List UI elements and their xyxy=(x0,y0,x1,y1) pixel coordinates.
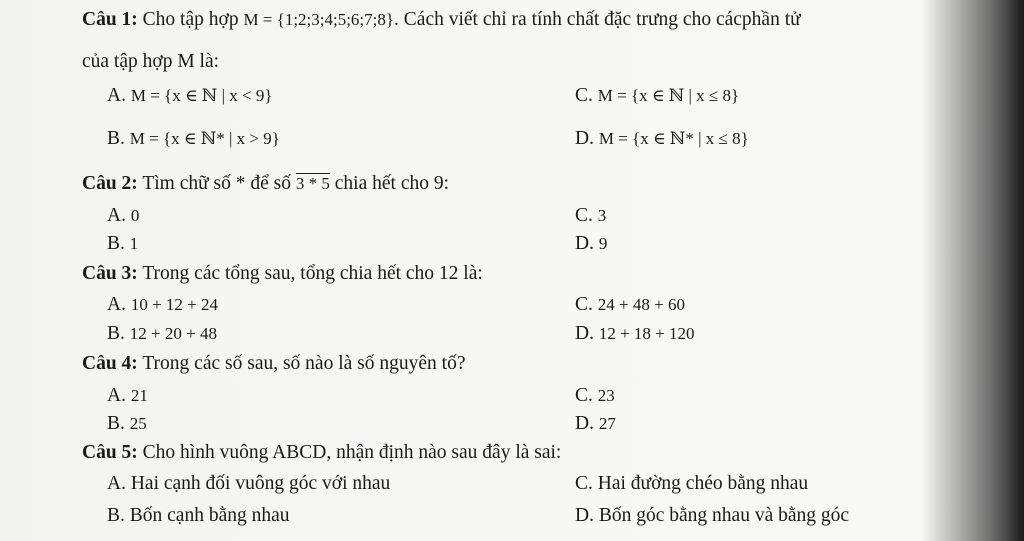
question-label: Câu 3: xyxy=(82,263,138,284)
option-text: M = {x ∈ ℕ* | x > 9} xyxy=(129,129,280,148)
option-text: 27 xyxy=(598,414,616,433)
question-label: Câu 4: xyxy=(82,353,138,374)
question-text: Tìm chữ số * để số xyxy=(142,173,296,194)
question-text: chia hết cho 9: xyxy=(329,173,450,194)
option-5a[interactable] xyxy=(107,472,390,496)
option-text: Hai cạnh đối vuông góc với nhau xyxy=(130,473,391,494)
question-3 xyxy=(82,262,483,286)
option-letter: A. xyxy=(107,205,126,226)
option-text: M = {x ∈ ℕ* | x ≤ 8} xyxy=(598,129,749,148)
option-2c[interactable] xyxy=(575,204,606,228)
question-4 xyxy=(82,352,465,376)
question-2 xyxy=(82,172,449,196)
option-3d[interactable] xyxy=(575,322,695,346)
option-1c[interactable] xyxy=(575,84,739,108)
option-3a[interactable] xyxy=(107,293,218,317)
option-text: 1 xyxy=(129,234,139,253)
option-4b[interactable] xyxy=(107,412,147,436)
option-text: 24 + 48 + 60 xyxy=(597,295,685,314)
option-letter: D. xyxy=(575,413,594,434)
option-letter: B. xyxy=(107,323,125,344)
option-letter: D. xyxy=(575,323,594,344)
option-letter: B. xyxy=(107,233,125,254)
option-5d[interactable] xyxy=(575,504,849,528)
option-text: 0 xyxy=(130,206,140,225)
question-text: Trong các tổng sau, tổng chia hết cho 12 là: xyxy=(142,263,483,284)
option-letter: C. xyxy=(575,473,593,494)
option-letter: A. xyxy=(107,385,126,406)
option-2a[interactable] xyxy=(107,204,139,228)
option-letter: C. xyxy=(575,294,593,315)
option-4a[interactable] xyxy=(107,384,148,408)
question-1-continuation: của tập hợp M là: xyxy=(82,51,220,72)
question-text: Cho hình vuông ABCD, nhận định nào sau đây là sai: xyxy=(142,442,562,463)
question-label: Câu 5: xyxy=(82,442,138,463)
option-letter: B. xyxy=(107,128,125,149)
option-letter: B. xyxy=(107,413,125,434)
option-letter: C. xyxy=(575,85,593,106)
option-text: 21 xyxy=(130,386,148,405)
option-4c[interactable] xyxy=(575,384,615,408)
option-letter: D. xyxy=(575,128,594,149)
option-text: Hai đường chéo bằng nhau xyxy=(597,473,809,494)
question-text: . Cách viết chỉ ra tính chất đặc trưng cho cácphần tử xyxy=(394,9,801,30)
option-text: 9 xyxy=(598,234,608,253)
option-text: 10 + 12 + 24 xyxy=(130,295,219,314)
option-1a[interactable] xyxy=(107,84,272,108)
option-text: M = {x ∈ ℕ | x < 9} xyxy=(130,86,273,105)
option-letter: D. xyxy=(575,505,594,526)
option-text: 25 xyxy=(129,414,147,433)
option-2b[interactable] xyxy=(107,232,138,256)
option-text: M = {x ∈ ℕ | x ≤ 8} xyxy=(597,86,740,105)
question-text: Cho tập hợp xyxy=(142,9,244,30)
question-5 xyxy=(82,441,561,465)
set-expression: M = {1;2;3;4;5;6;7;8} xyxy=(243,10,395,29)
option-letter: C. xyxy=(575,205,593,226)
overlined-number: 3 * 5 xyxy=(295,174,330,193)
question-label: Câu 1: xyxy=(82,9,138,30)
option-5c[interactable] xyxy=(575,472,808,496)
option-letter: D. xyxy=(575,233,594,254)
option-letter: A. xyxy=(107,473,126,494)
option-2d[interactable] xyxy=(575,232,607,256)
question-label: Câu 2: xyxy=(82,173,138,194)
option-letter: A. xyxy=(107,85,126,106)
option-text: 12 + 18 + 120 xyxy=(598,324,695,343)
option-letter: C. xyxy=(575,385,593,406)
option-letter: A. xyxy=(107,294,126,315)
option-1d[interactable] xyxy=(575,127,749,151)
option-1b[interactable] xyxy=(107,127,280,151)
option-3b[interactable] xyxy=(107,322,217,346)
option-text: Bốn góc bằng nhau và bằng góc xyxy=(598,505,850,526)
option-letter: B. xyxy=(107,505,125,526)
option-4d[interactable] xyxy=(575,412,616,436)
option-3c[interactable] xyxy=(575,293,685,317)
option-text: 3 xyxy=(597,206,607,225)
option-text: 12 + 20 + 48 xyxy=(129,324,217,343)
option-5b[interactable] xyxy=(107,504,290,528)
question-text: Trong các số sau, số nào là số nguyên tố? xyxy=(142,353,466,374)
question-1 xyxy=(82,8,801,32)
option-text: Bốn cạnh bằng nhau xyxy=(129,505,290,526)
option-text: 23 xyxy=(597,386,615,405)
